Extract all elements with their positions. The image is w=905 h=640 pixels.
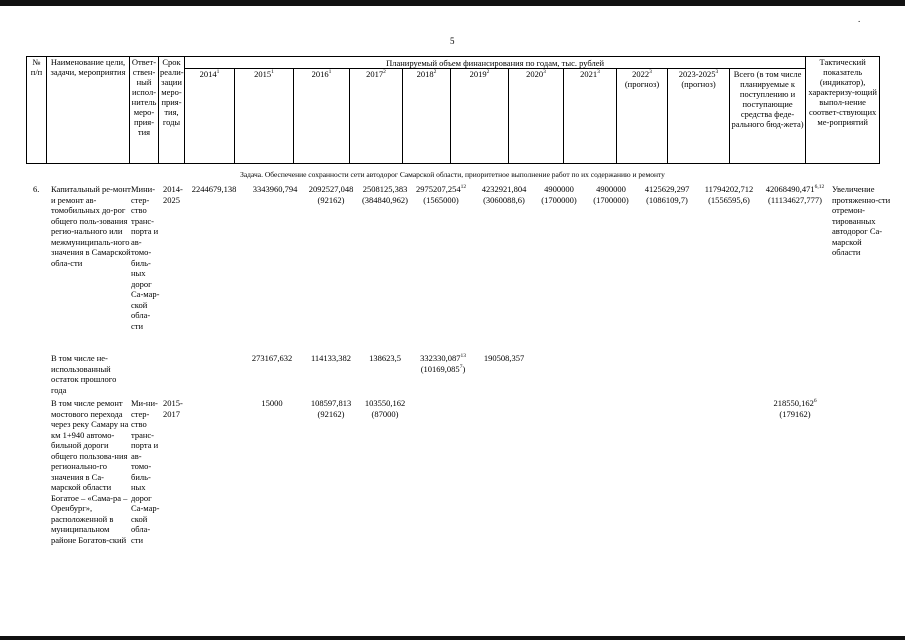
row6-2022: 4125629,297 (1086109,7) <box>644 184 690 205</box>
bridge-period: 2015-2017 <box>163 398 183 419</box>
row6-2020: 4900000 (1700000) <box>541 184 577 205</box>
row6-2023-2025: 11794202,712 (1556595,6) <box>704 184 754 205</box>
unused-2016: 114133,382 <box>310 353 352 363</box>
header-executor: Ответ-ствен-ный испол-нитель меро-прия-тия <box>130 57 159 164</box>
header-year-2022: 2022$^3$ (прогноз) <box>617 69 668 164</box>
bridge-total: 218550,162$^6$ (179162) <box>773 398 817 419</box>
row6-2019: 4232921,804 (3060088,6) <box>481 184 527 205</box>
header-table <box>26 56 880 164</box>
bottom-border <box>0 636 905 640</box>
row6-2018: 2975207,254$^{12}$ (1565000) <box>415 184 467 205</box>
header-year-2017: 2017$^2$ <box>350 69 403 164</box>
header-year-2021: 2021$^3$ <box>564 69 617 164</box>
header-no: № п/п <box>27 57 47 164</box>
bridge-executor: Ми-ни-стер-ство транс-порта и ав-томо-биль-ных дорог Са-мар-ской обла-сти <box>131 398 160 545</box>
unused-2015: 273167,632 <box>251 353 293 363</box>
header-year-2014: 2014$^1$ <box>185 69 235 164</box>
row6-indicator: Увеличение протяженно-сти отремон-тированных автодорог Са-марской области <box>832 184 891 257</box>
header-indicator: Тактический показатель (индикатор), характеризу-ющий выпол-нение соответ-ствующих ме-роприятий <box>806 57 880 164</box>
task-title: Задача. Обеспечение сохранности сети автодорог Самарской области, приоритетное выполнение работ по их содержанию и ремонту <box>240 170 665 179</box>
row6-2021: 4900000 (1700000) <box>593 184 629 205</box>
top-border <box>0 0 905 6</box>
row6-2016: 2092527,048 (92162) <box>308 184 354 205</box>
bridge-name: В том числе ремонт мостового перехода через реку Самару на км 1+940 автомо-бильной дороги общего пользова-ния регионально-го значения в Са-марской области Богатое – «Сама-ра – Оренбург», расположенной в муниципальном районе Богатов-ский <box>51 398 129 545</box>
page-number: 5 <box>450 36 455 46</box>
row6-no: 6. <box>33 184 40 194</box>
bridge-2015: 15000 <box>261 398 283 408</box>
header-period: Срок реали-зации меро-прия-тия, годы <box>159 57 185 164</box>
row6-total: 42068490,471$^{6,12}$ (11134627,777) <box>765 184 825 205</box>
header-year-2015: 2015$^1$ <box>235 69 294 164</box>
header-total: Всего (в том числе планируемые к поступлению и поступающие средства феде-рального бюд-жета) <box>730 69 806 164</box>
unused-2017: 138623,5 <box>369 353 401 363</box>
bridge-2017: 103550,162 (87000) <box>364 398 406 419</box>
row6-period: 2014-2025 <box>163 184 183 205</box>
header-year-2018: 2018$^2$ <box>403 69 451 164</box>
row6-executor: Мини-стер-ство транс-порта и ав-томо-биль-ных дорог Са-мар-ской обла-сти <box>131 184 160 331</box>
header-year-2019: 2019$^2$ <box>451 69 509 164</box>
unused-name: В том числе не-использованный остаток прошлого года <box>51 353 117 395</box>
row6-2017: 2508125,383 (384840,962) <box>361 184 409 205</box>
header-name: Наименование цели, задачи, мероприятия <box>47 57 130 164</box>
header-year-2023-2025: 2023-2025$^3$ (прогноз) <box>668 69 730 164</box>
row6-2014: 2244679,138 <box>191 184 237 194</box>
header-year-2016: 2016$^1$ <box>294 69 350 164</box>
header-funding-title: Планируемый объем финансирования по годам, тыс. рублей <box>185 57 806 69</box>
header-year-2020: 2020$^3$ <box>509 69 564 164</box>
row6-2015: 3343960,794 <box>252 184 298 194</box>
row6-name: Капитальный ре-монт и ремонт ав-томобильных до-рог общего поль-зования регио-нального или межмуниципаль-ного значения в Самарской обла-сти <box>51 184 131 268</box>
unused-2019: 190508,357 <box>483 353 525 363</box>
unused-2018: 332330,087$^{13}$ (10169,085$^7$) <box>420 353 466 374</box>
bridge-2016: 108597,813 (92162) <box>310 398 352 419</box>
mark-dot: . <box>858 14 861 24</box>
